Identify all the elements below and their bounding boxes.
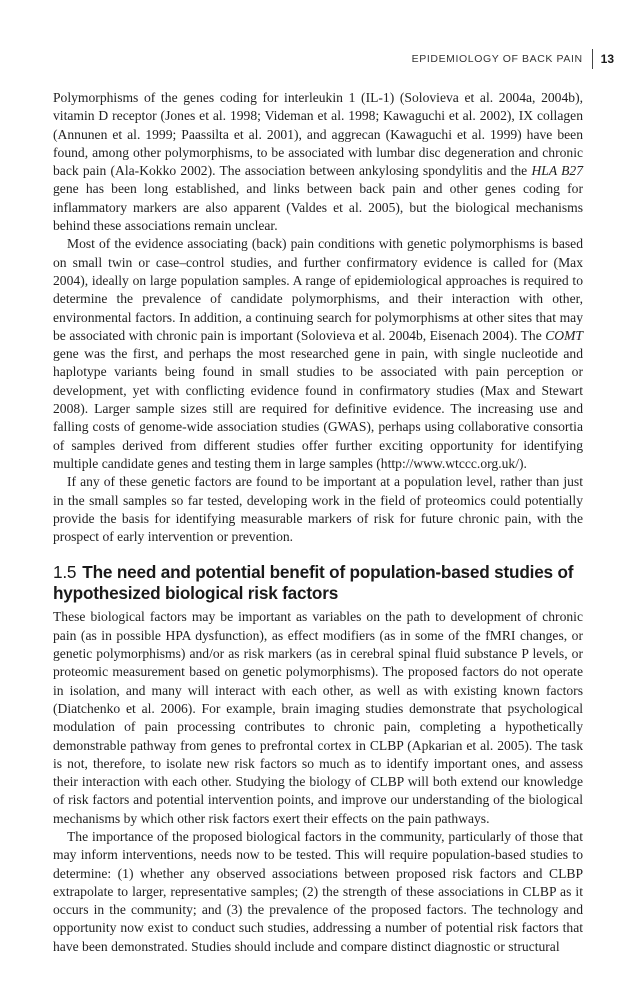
paragraph-text: gene has been long established, and links between back pain and other genes coding for inflammatory markers are also apparent (Valdes et al. 2005), but the biological mechanisms behind these associations remain unclear. xyxy=(53,181,583,234)
paragraph-proteomics: If any of these genetic factors are found to be important at a population level, rather than just in the small samples so far tested, developing work in the field of proteomics could potentially provide the basis for identifying measurable markers of risk for future chronic pain, with the prospect of early intervention or prevention. xyxy=(53,474,583,545)
gene-name-comt: COMT xyxy=(545,327,583,343)
paragraph-biological-factors: These biological factors may be important as variables on the path to development of chronic pain (as in possible HPA dysfunction), as effect modifiers (as in some of the fMRI changes, or genetic polymorphisms) and/or as risk markers (as in cerebral spinal fluid substance P levels, or proteomic measurement based on genetic polymorphisms). The proposed factors do not operate in isolation, and many will interact with each other, as well as with existing known factors (Diatchenko et al. 2006). For example, brain imaging studies demonstrate that psychological modulation of pain processing contributes to chronic pain, completing a hypothetically demonstrable pathway from genes to prefrontal cortex in CLBP (Apkarian et al. 2005). The task is not, therefore, to isolate new risk factors so much as to identify important ones, and assess their interaction with each other. Studying the biology of CLBP will both extend our knowledge of risk factors and potential intervention points, and improve our understanding of the biological mechanisms by which other risk factors exert their effects on the pain pathways. xyxy=(53,609,583,826)
paragraph-evidence xyxy=(53,235,583,473)
paragraph-text: Most of the evidence associating (back) pain conditions with genetic polymorphisms is based on small twin or case–control studies, and further confirmatory evidence is called for (Max 2004), ideally on large population samples. A range of epidemiological approaches is required to determine the prevalence of candidate polymorphisms, and their interaction with other, environmental factors. In addition, a continuing search for polymorphisms at other sites that may be associated with chronic pain is important (Solovieva et al. 2004b, Eisenach 2004). The xyxy=(53,236,583,343)
running-header xyxy=(412,49,614,69)
section-heading xyxy=(53,562,583,604)
paragraph-text: Polymorphisms of the genes coding for interleukin 1 (IL-1) (Solovieva et al. 2004a, 2004b), vitamin D receptor (Jones et al. 1998; Videman et al. 1998; Kawaguchi et al. 2002), IX collagen (Annunen et al. 1999; Paassilta et al. 2001), and aggrecan (Kawaguchi et al. 1999) have been found, among other polymorphisms, to be associated with lumbar disc degeneration and chronic back pain (Ala-Kokko 2002). The association between ankylosing spondylitis and the xyxy=(53,90,583,179)
section-title: The need and potential benefit of population-based studies of hypothesized biological risk factors xyxy=(53,562,574,604)
page-body xyxy=(53,89,583,956)
page-number: 13 xyxy=(600,52,614,66)
gene-name-hla-b27: HLA B27 xyxy=(531,163,584,179)
paragraph-text: gene was the first, and perhaps the most researched gene in pain, with single nucleotide and haplotype variants being found in small studies to be associated with pain perception or development, yet with conflicting evidence found in confirmatory studies (Max and Stewart 2008). Larger sample sizes still are required for definitive evidence. The increasing use and falling costs of genome-wide association studies (GWAS), perhaps using collaborative consortia of samples derived from different studies offer further exciting opportunity for identifying multiple candidate genes and testing them in large samples (http://www.wtccc.org.uk/). xyxy=(53,346,583,471)
running-title: EPIDEMIOLOGY OF BACK PAIN xyxy=(411,53,583,65)
paragraph-genetic-polymorphisms xyxy=(53,89,583,235)
section-number: 1.5 xyxy=(53,562,77,583)
paragraph-population-studies: The importance of the proposed biological factors in the community, particularly of those that may inform interventions, needs now to be tested. This will require population-based studies to determine: (1) whether any observed associations between proposed risk factors and CLBP extrapolate to larger, representative samples; (2) the strength of these associations in CLBP as it occurs in the community; and (3) the prevalence of the proposed factors. The technology and opportunity now exist to conduct such studies, addressing a number of potential risk factors that have been demonstrated. Studies should include and compare distinct diagnostic or structural xyxy=(53,828,583,954)
header-divider xyxy=(592,49,593,69)
